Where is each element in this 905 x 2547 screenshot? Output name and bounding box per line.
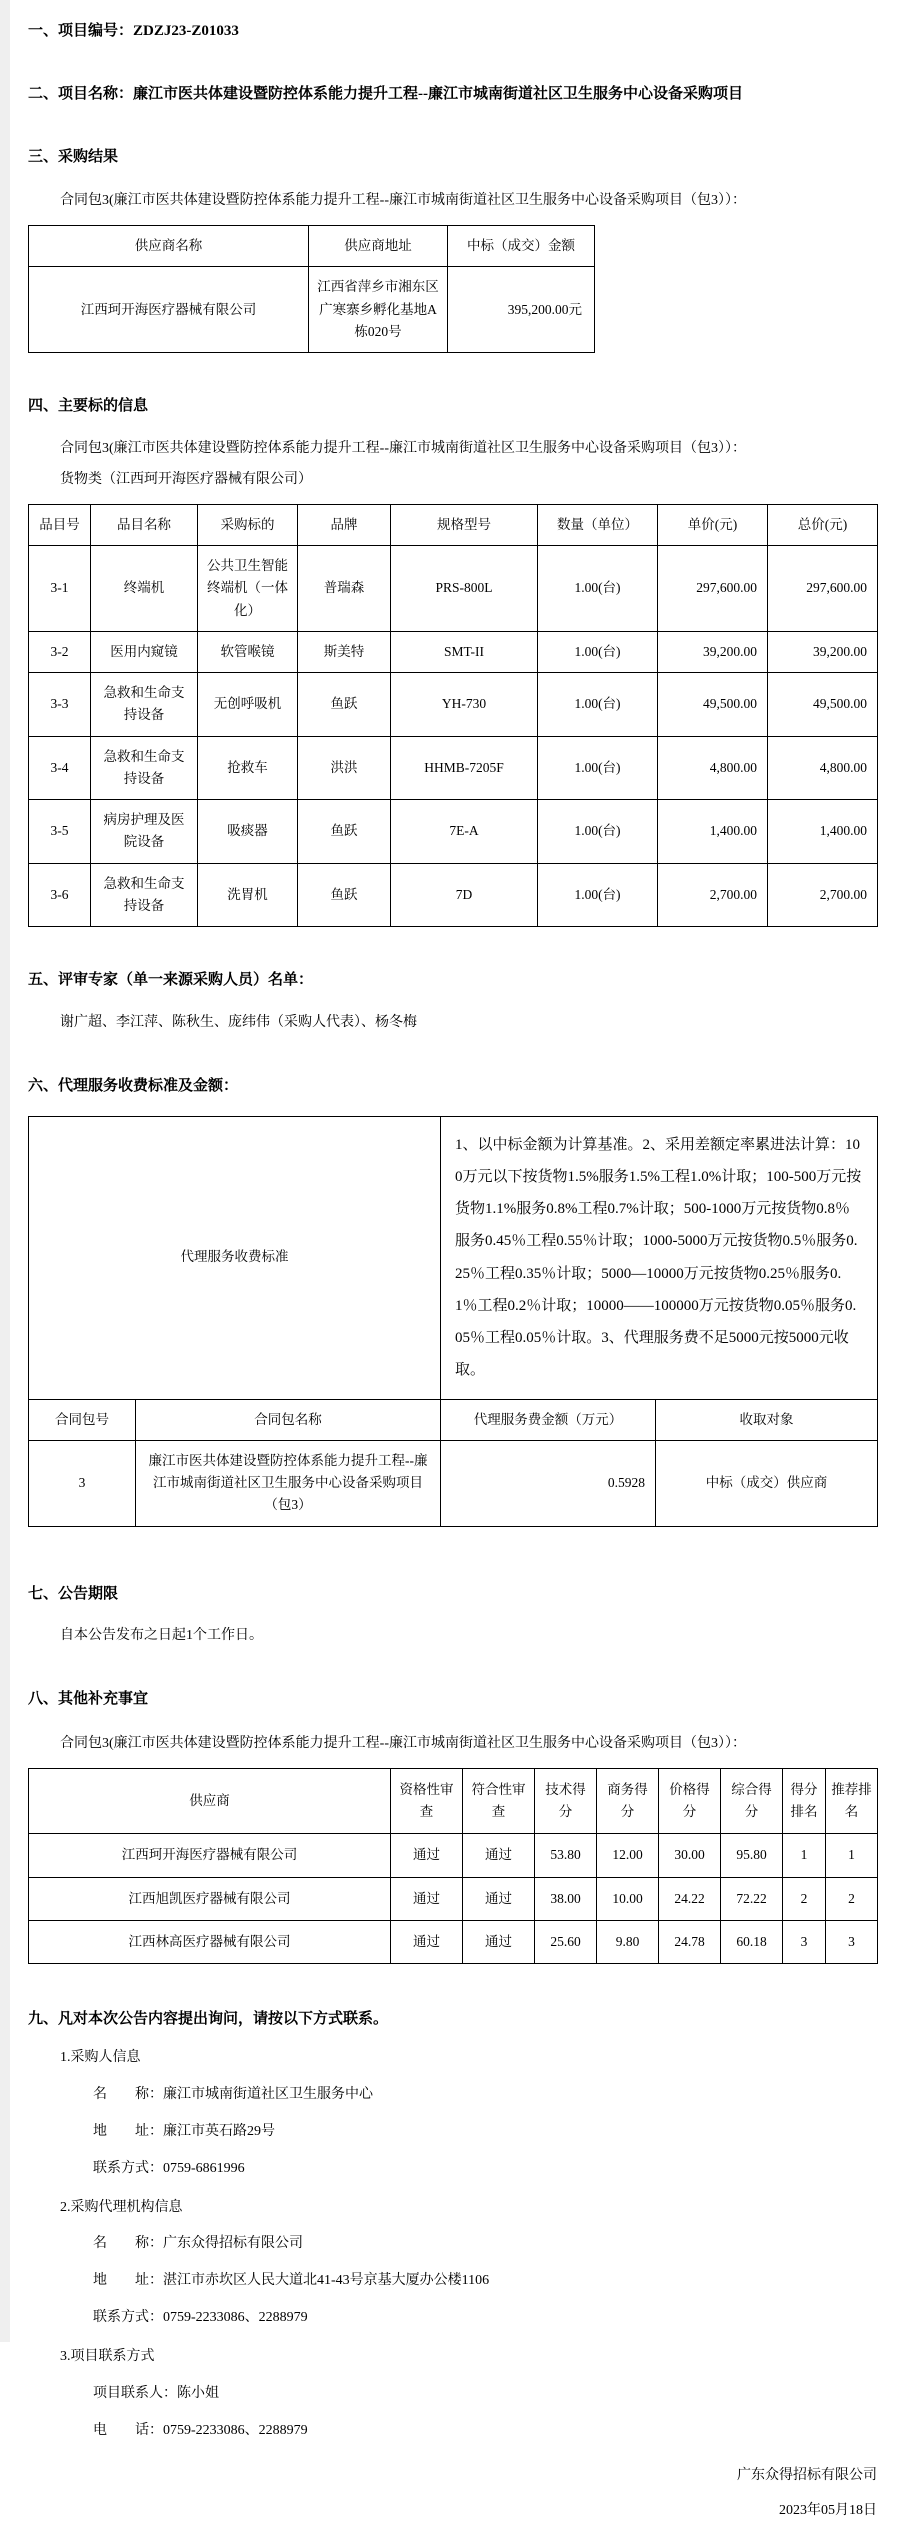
cell-quantity-unit: 1.00(台) (538, 673, 658, 737)
th-technical-score: 技术得分 (535, 1768, 597, 1834)
cell-recommend-rank: 1 (826, 1834, 878, 1877)
items-table-body (29, 546, 878, 927)
cell-unit-price: 39,200.00 (658, 631, 768, 672)
cell-brand: 鱼跃 (298, 863, 391, 927)
th-fee-payer: 收取对象 (656, 1399, 878, 1440)
cell-item-name: 病房护理及医院设备 (91, 800, 198, 864)
th-supplier: 供应商 (29, 1768, 391, 1834)
footer-agency-name: 广东众得招标有限公司 (737, 2467, 877, 2483)
cell-conformity-review: 通过 (463, 1877, 535, 1920)
cell-supplier: 江西林高医疗器械有限公司 (29, 1920, 391, 1963)
section3-contract-package-intro: 合同包3(廉江市医共体建设暨防控体系能力提升工程--廉江市城南街道社区卫生服务中心设备采购项目（包3））： (60, 193, 746, 209)
cell-score-rank: 1 (783, 1834, 826, 1877)
cell-item-no: 3-2 (29, 631, 91, 672)
cell-brand: 洪洪 (298, 736, 391, 800)
cell-business-score: 9.80 (597, 1920, 659, 1963)
cell-spec-model: HHMB-7205F (391, 736, 538, 800)
th-qualification-review: 资格性审查 (391, 1768, 463, 1834)
th-item-name: 品目名称 (91, 504, 198, 545)
cell-overall-score: 72.22 (721, 1877, 783, 1920)
agency-fee-table (28, 1116, 878, 1527)
section9-contact-heading: 九、凡对本次公告内容提出询问，请按以下方式联系。 (28, 2011, 389, 2028)
cell-procurement-subject: 吸痰器 (198, 800, 298, 864)
th-price-score: 价格得分 (659, 1768, 721, 1834)
project-phone-line: 电 话：0759-2233086、2288979 (93, 2422, 308, 2438)
result-table-row (29, 267, 595, 353)
cell-item-no: 3-6 (29, 863, 91, 927)
cell-item-no: 3-5 (29, 800, 91, 864)
document-footer (28, 2467, 877, 2521)
th-score-rank: 得分排名 (783, 1768, 826, 1834)
cell-item-name: 急救和生命支持设备 (91, 673, 198, 737)
cell-brand: 普瑞森 (298, 546, 391, 632)
agency-info-title: 2.采购代理机构信息 (60, 2199, 183, 2215)
cell-quantity-unit: 1.00(台) (538, 863, 658, 927)
section7-announcement-period-heading: 七、公告期限 (28, 1585, 119, 1602)
items-table-row (29, 631, 878, 672)
cell-total-price: 49,500.00 (768, 673, 878, 737)
cell-item-name: 终端机 (91, 546, 198, 632)
section5-experts-heading: 五、评审专家（单一来源采购人员）名单： (28, 972, 314, 989)
cell-total-price: 2,700.00 (768, 863, 878, 927)
agency-contact-line: 联系方式：0759-2233086、2288979 (93, 2310, 308, 2326)
th-conformity-review: 符合性审查 (463, 1768, 535, 1834)
score-table-row (29, 1834, 878, 1877)
cell-supplier: 江西珂开海医疗器械有限公司 (29, 1834, 391, 1877)
experts-name-list: 谢广超、李江萍、陈秋生、庞纬伟（采购人代表）、杨冬梅 (60, 1014, 417, 1030)
cell-total-price: 297,600.00 (768, 546, 878, 632)
section4-goods-category-line: 货物类（江西珂开海医疗器械有限公司） (60, 471, 312, 487)
cell-procurement-subject: 公共卫生智能终端机（一体化） (198, 546, 298, 632)
th-business-score: 商务得分 (597, 1768, 659, 1834)
cell-item-name: 急救和生命支持设备 (91, 736, 198, 800)
th-spec-model: 规格型号 (391, 504, 538, 545)
section4-subject-info-heading: 四、主要标的信息 (28, 398, 149, 415)
cell-qualification-review: 通过 (391, 1834, 463, 1877)
items-table-row (29, 673, 878, 737)
cell-spec-model: PRS-800L (391, 546, 538, 632)
items-table-row (29, 546, 878, 632)
section2-project-name-heading: 二、项目名称：廉江市医共体建设暨防控体系能力提升工程--廉江市城南街道社区卫生服务中心设备采购项目 (28, 85, 743, 102)
supplier-score-table (28, 1768, 878, 1964)
project-contact-person-line: 项目联系人：陈小姐 (93, 2386, 219, 2402)
cell-item-no: 3-4 (29, 736, 91, 800)
th-procurement-subject: 采购标的 (198, 504, 298, 545)
cell-quantity-unit: 1.00(台) (538, 800, 658, 864)
cell-score-rank: 2 (783, 1877, 826, 1920)
cell-procurement-subject: 抢救车 (198, 736, 298, 800)
cell-supplier-name: 江西珂开海医疗器械有限公司 (29, 267, 309, 353)
cell-fee-standard-text: 1、以中标金额为计算基准。2、采用差额定率累进法计算：100万元以下按货物1.5%服务1.5%工程1.0%计取；100-500万元按货物1.1%服务0.8%工程0.7%计取；500-1000万元按货物0.8％服务0.45％工程0.55％计取；1000-5000万元按货物0.5％服务0.25％工程0.35％计取；5000—10000万元按货物0.25％服务0.1％工程0.2％计取；10000——100000万元按货物0.05％服务0.05％工程0.05％计取。3、代理服务费不足5000元按5000元收取。 (441, 1116, 878, 1399)
th-recommend-rank: 推荐排名 (826, 1768, 878, 1834)
th-award-amount: 中标（成交）金额 (448, 226, 595, 267)
buyer-name-line: 名 称：廉江市城南街道社区卫生服务中心 (93, 2086, 373, 2102)
cell-procurement-subject: 洗胃机 (198, 863, 298, 927)
cell-agency-fee-amount: 0.5928 (441, 1440, 656, 1526)
cell-spec-model: 7D (391, 863, 538, 927)
cell-overall-score: 60.18 (721, 1920, 783, 1963)
cell-total-price: 4,800.00 (768, 736, 878, 800)
cell-business-score: 10.00 (597, 1877, 659, 1920)
cell-qualification-review: 通过 (391, 1920, 463, 1963)
cell-procurement-subject: 软管喉镜 (198, 631, 298, 672)
cell-price-score: 24.22 (659, 1877, 721, 1920)
score-table-header-row (29, 1768, 878, 1834)
cell-item-no: 3-3 (29, 673, 91, 737)
cell-conformity-review: 通过 (463, 1920, 535, 1963)
cell-supplier-address: 江西省萍乡市湘东区广寒寨乡孵化基地A栋020号 (309, 267, 448, 353)
cell-unit-price: 49,500.00 (658, 673, 768, 737)
cell-spec-model: YH-730 (391, 673, 538, 737)
footer-date: 2023年05月18日 (779, 2502, 877, 2518)
cell-supplier: 江西旭凯医疗器械有限公司 (29, 1877, 391, 1920)
th-contract-package-name: 合同包名称 (136, 1399, 441, 1440)
section4-contract-package-intro: 合同包3(廉江市医共体建设暨防控体系能力提升工程--廉江市城南街道社区卫生服务中心设备采购项目（包3））： (60, 440, 746, 456)
cell-item-no: 3-1 (29, 546, 91, 632)
cell-brand: 鱼跃 (298, 800, 391, 864)
section8-contract-package-intro: 合同包3(廉江市医共体建设暨防控体系能力提升工程--廉江市城南街道社区卫生服务中心设备采购项目（包3））： (60, 1736, 746, 1752)
fee-table-data-row (29, 1440, 878, 1526)
cell-price-score: 30.00 (659, 1834, 721, 1877)
th-supplier-name: 供应商名称 (29, 226, 309, 267)
th-overall-score: 综合得分 (721, 1768, 783, 1834)
agency-name-line: 名 称：广东众得招标有限公司 (93, 2236, 303, 2252)
section6-agency-fee-heading: 六、代理服务收费标准及金额： (28, 1077, 239, 1094)
cell-item-name: 医用内窥镜 (91, 631, 198, 672)
score-table-row (29, 1920, 878, 1963)
cell-unit-price: 297,600.00 (658, 546, 768, 632)
th-item-no: 品目号 (29, 504, 91, 545)
items-table-row (29, 736, 878, 800)
cell-unit-price: 1,400.00 (658, 800, 768, 864)
cell-unit-price: 2,700.00 (658, 863, 768, 927)
result-table-header-row (29, 226, 595, 267)
agency-address-line: 地 址：湛江市赤坎区人民大道北41-43号京基大厦办公楼1106 (93, 2273, 490, 2289)
cell-overall-score: 95.80 (721, 1834, 783, 1877)
th-contract-package-no: 合同包号 (29, 1399, 136, 1440)
cell-award-amount: 395,200.00元 (448, 267, 595, 353)
section8-other-matters-heading: 八、其他补充事宜 (28, 1691, 149, 1708)
items-table-header-row (29, 504, 878, 545)
project-contact-title: 3.项目联系方式 (60, 2349, 155, 2365)
cell-qualification-review: 通过 (391, 1877, 463, 1920)
procurement-result-table (28, 225, 595, 353)
cell-price-score: 24.78 (659, 1920, 721, 1963)
cell-total-price: 1,400.00 (768, 800, 878, 864)
cell-quantity-unit: 1.00(台) (538, 736, 658, 800)
th-agency-fee-amount: 代理服务费金额（万元） (441, 1399, 656, 1440)
cell-item-name: 急救和生命支持设备 (91, 863, 198, 927)
th-unit-price: 单价(元) (658, 504, 768, 545)
cell-quantity-unit: 1.00(台) (538, 631, 658, 672)
cell-spec-model: 7E-A (391, 800, 538, 864)
cell-recommend-rank: 2 (826, 1877, 878, 1920)
page-left-gutter (0, 0, 10, 2342)
cell-unit-price: 4,800.00 (658, 736, 768, 800)
score-table-body (29, 1834, 878, 1964)
th-supplier-address: 供应商地址 (309, 226, 448, 267)
cell-business-score: 12.00 (597, 1834, 659, 1877)
cell-contract-package-name: 廉江市医共体建设暨防控体系能力提升工程--廉江市城南街道社区卫生服务中心设备采购项目（包3） (136, 1440, 441, 1526)
cell-fee-standard-label: 代理服务收费标准 (29, 1116, 441, 1399)
items-table-row (29, 863, 878, 927)
section1-project-number-heading: 一、项目编号：ZDZJ23-Z01033 (28, 23, 239, 39)
items-table (28, 504, 878, 927)
th-total-price: 总价(元) (768, 504, 878, 545)
buyer-info-title: 1.采购人信息 (60, 2050, 141, 2065)
buyer-contact-line: 联系方式：0759-6861996 (93, 2160, 245, 2176)
cell-technical-score: 53.80 (535, 1834, 597, 1877)
cell-total-price: 39,200.00 (768, 631, 878, 672)
cell-brand: 鱼跃 (298, 673, 391, 737)
fee-table-header-row (29, 1399, 878, 1440)
cell-score-rank: 3 (783, 1920, 826, 1963)
th-brand: 品牌 (298, 504, 391, 545)
cell-fee-payer: 中标（成交）供应商 (656, 1440, 878, 1526)
items-table-row (29, 800, 878, 864)
cell-procurement-subject: 无创呼吸机 (198, 673, 298, 737)
cell-technical-score: 25.60 (535, 1920, 597, 1963)
th-quantity-unit: 数量（单位） (538, 504, 658, 545)
cell-brand: 斯美特 (298, 631, 391, 672)
cell-contract-package-no: 3 (29, 1440, 136, 1526)
cell-spec-model: SMT-II (391, 631, 538, 672)
fee-standard-row (29, 1116, 878, 1399)
score-table-row (29, 1877, 878, 1920)
cell-recommend-rank: 3 (826, 1920, 878, 1963)
cell-quantity-unit: 1.00(台) (538, 546, 658, 632)
announcement-period-text: 自本公告发布之日起1个工作日。 (60, 1628, 263, 1644)
buyer-address-line: 地 址：廉江市英石路29号 (93, 2123, 275, 2139)
cell-conformity-review: 通过 (463, 1834, 535, 1877)
section3-procurement-result-heading: 三、采购结果 (28, 148, 119, 165)
cell-technical-score: 38.00 (535, 1877, 597, 1920)
